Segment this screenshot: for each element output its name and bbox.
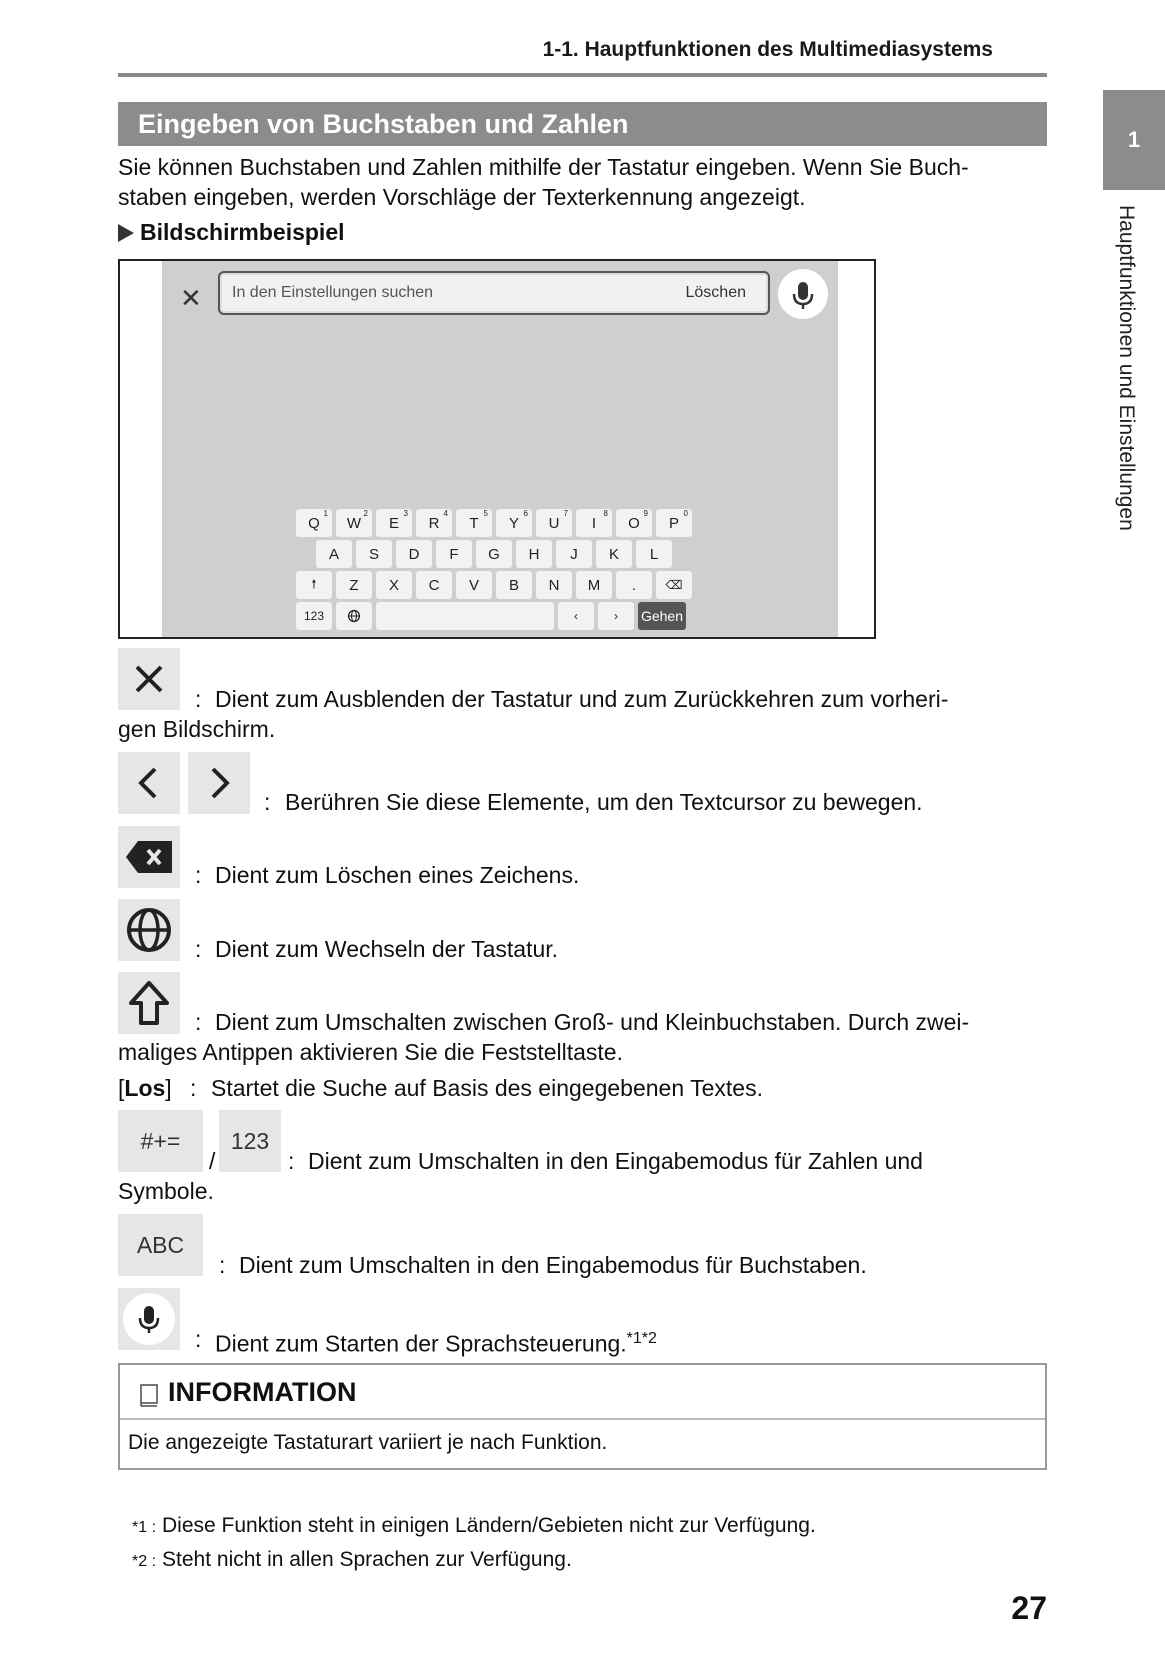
shift-description-line-1: Dient zum Umschalten zwischen Groß- und Kleinbuchstaben. Durch zwei-	[215, 1009, 970, 1035]
key-v[interactable]: V	[456, 571, 492, 599]
key-number-hint: 5	[483, 509, 488, 518]
space-key[interactable]	[376, 602, 554, 630]
key-number-hint: 0	[683, 509, 688, 518]
key-number-hint: 1	[323, 509, 328, 518]
symbols-key-icon: #+=	[118, 1110, 203, 1172]
delete-description: Dient zum Löschen eines Zeichens.	[215, 862, 580, 888]
key-letter: E	[388, 514, 399, 532]
running-header: 1-1. Hauptfunktionen des Multimediasystems	[542, 38, 993, 61]
shift-colon: :	[195, 1009, 202, 1035]
microphone-button[interactable]	[778, 269, 828, 319]
key-i[interactable]	[576, 509, 612, 537]
cursor-left-key[interactable]: ‹	[558, 602, 594, 630]
mic-description-text: Dient zum Starten der Sprachsteuerung.	[215, 1330, 627, 1357]
key-y[interactable]	[496, 509, 532, 537]
key-q[interactable]	[296, 509, 332, 537]
footnote-2-text: Steht nicht in allen Sprachen zur Verfügung.	[162, 1548, 572, 1571]
chapter-tab-label: Hauptfunktionen und Einstellungen	[1115, 205, 1138, 531]
key-z[interactable]: Z	[336, 571, 372, 599]
key-letter: P	[668, 514, 679, 532]
close-colon: :	[195, 686, 202, 712]
information-header	[120, 1365, 1045, 1420]
shift-description-line-2: maliges Antippen aktivieren Sie die Feststelltaste.	[118, 1039, 623, 1065]
microphone-icon	[118, 1288, 180, 1350]
key-f[interactable]: F	[436, 540, 472, 568]
key-s[interactable]: S	[356, 540, 392, 568]
los-description: Startet die Suche auf Basis des eingegebenen Textes.	[211, 1075, 763, 1101]
key-number-hint: 7	[563, 509, 568, 518]
symbols-description-line-1: Dient zum Umschalten in den Eingabemodus für Zahlen und	[308, 1148, 923, 1174]
key-p[interactable]	[656, 509, 692, 537]
globe-icon	[118, 899, 180, 961]
go-key[interactable]: Gehen	[638, 602, 686, 630]
key-period[interactable]: .	[616, 571, 652, 599]
slash: /	[209, 1148, 216, 1174]
key-j[interactable]: J	[556, 540, 592, 568]
los-label: Los	[124, 1075, 166, 1101]
key-number-hint: 8	[603, 509, 608, 518]
key-n[interactable]: N	[536, 571, 572, 599]
key-number-hint: 9	[643, 509, 648, 518]
key-w[interactable]	[336, 509, 372, 537]
globe-key[interactable]	[336, 602, 372, 630]
page-number: 27	[1011, 1590, 1047, 1626]
intro-line-1: Sie können Buchstaben und Zahlen mithilfe der Tastatur eingeben. Wenn Sie Buch-	[118, 154, 969, 180]
chevron-left-icon	[118, 752, 180, 814]
globe-colon: :	[195, 936, 202, 962]
header-rule	[118, 73, 1047, 77]
footnote-2-mark: *2 :	[132, 1553, 157, 1570]
key-number-hint: 4	[443, 509, 448, 518]
numbers-key[interactable]: 123	[296, 602, 332, 630]
information-body: Die angezeigte Tastaturart variiert je nach Funktion.	[128, 1431, 608, 1454]
key-letter: U	[548, 514, 560, 532]
key-d[interactable]: D	[396, 540, 432, 568]
key-t[interactable]	[456, 509, 492, 537]
los-line	[118, 1073, 172, 1103]
los-bracket-close: ]	[165, 1075, 172, 1101]
key-k[interactable]: K	[596, 540, 632, 568]
information-box	[118, 1363, 1047, 1470]
footnote-2	[132, 1548, 572, 1572]
key-letter: I	[591, 514, 597, 532]
microphone-icon	[778, 269, 828, 319]
section-heading-text: Eingeben von Buchstaben und Zahlen	[138, 108, 629, 139]
key-letter: O	[628, 514, 640, 532]
key-l[interactable]: L	[636, 540, 672, 568]
key-g[interactable]: G	[476, 540, 512, 568]
key-o[interactable]	[616, 509, 652, 537]
intro-paragraph	[118, 152, 1048, 212]
los-colon: :	[190, 1075, 197, 1101]
close-description-line-1: Dient zum Ausblenden der Tastatur und zum Zurückkehren zum vorheri-	[215, 686, 949, 712]
close-description-line-2: gen Bildschirm.	[118, 716, 276, 742]
keyboard-row-3	[296, 571, 692, 599]
key-b[interactable]: B	[496, 571, 532, 599]
key-letter: R	[428, 514, 440, 532]
backspace-key[interactable]: ⌫	[656, 571, 692, 599]
mic-colon: :	[195, 1326, 202, 1352]
keyboard-row-3-letters	[336, 571, 652, 599]
key-letter: T	[469, 514, 479, 532]
abc-colon: :	[219, 1252, 226, 1278]
symbols-description-line-2: Symbole.	[118, 1178, 214, 1204]
abc-description: Dient zum Umschalten in den Eingabemodus für Buchstaben.	[239, 1252, 867, 1278]
key-letter: Q	[308, 514, 320, 532]
chapter-tab-number: 1	[1103, 90, 1165, 190]
shift-icon	[118, 972, 180, 1034]
shift-key[interactable]: 🠕	[296, 571, 332, 599]
key-e[interactable]	[376, 509, 412, 537]
cursor-right-key[interactable]: ›	[598, 602, 634, 630]
key-x[interactable]: X	[376, 571, 412, 599]
symbols-colon: :	[288, 1148, 295, 1174]
triangle-bullet-icon	[118, 224, 134, 242]
key-a[interactable]: A	[316, 540, 352, 568]
search-input[interactable]	[218, 271, 770, 315]
information-title: INFORMATION	[168, 1377, 357, 1407]
mic-description	[215, 1324, 657, 1359]
los-bracket-open: [	[118, 1075, 125, 1101]
close-icon	[118, 648, 180, 710]
delete-colon: :	[195, 862, 202, 888]
key-c[interactable]: C	[416, 571, 452, 599]
section-heading	[118, 102, 1047, 146]
clear-button[interactable]: Löschen	[685, 284, 746, 301]
footnote-1-text: Diese Funktion steht in einigen Ländern/Gebieten nicht zur Verfügung.	[162, 1514, 816, 1537]
example-heading	[118, 219, 345, 246]
numbers-key-icon: 123	[219, 1110, 281, 1172]
key-r[interactable]	[416, 509, 452, 537]
key-m[interactable]: M	[576, 571, 612, 599]
book-icon	[138, 1383, 160, 1407]
search-placeholder: In den Einstellungen suchen	[232, 284, 434, 301]
abc-key-icon: ABC	[118, 1214, 203, 1276]
mic-footnote-refs: *1*2	[626, 1330, 657, 1347]
key-letter: Y	[508, 514, 519, 532]
key-number-hint: 3	[403, 509, 408, 518]
key-number-hint: 2	[363, 509, 368, 518]
key-h[interactable]: H	[516, 540, 552, 568]
key-number-hint: 6	[523, 509, 528, 518]
keyboard-row-1	[296, 509, 692, 537]
cursor-colon: :	[264, 789, 271, 815]
close-icon[interactable]: ✕	[180, 283, 202, 313]
cursor-description: Berühren Sie diese Elemente, um den Textcursor zu bewegen.	[285, 789, 923, 815]
screen-area	[162, 261, 838, 637]
keyboard-row-2	[316, 540, 672, 568]
footnote-1	[132, 1514, 816, 1538]
backspace-icon	[118, 826, 180, 888]
example-heading-text: Bildschirmbeispiel	[140, 219, 345, 245]
key-letter: W	[346, 514, 362, 532]
intro-line-2: staben eingeben, werden Vorschläge der Texterkennung angezeigt.	[118, 184, 806, 210]
screen-example	[118, 259, 876, 639]
chevron-right-icon	[188, 752, 250, 814]
globe-icon	[347, 609, 361, 623]
keyboard-row-4	[296, 602, 686, 630]
globe-description: Dient zum Wechseln der Tastatur.	[215, 936, 559, 962]
key-u[interactable]	[536, 509, 572, 537]
footnote-1-mark: *1 :	[132, 1519, 157, 1536]
